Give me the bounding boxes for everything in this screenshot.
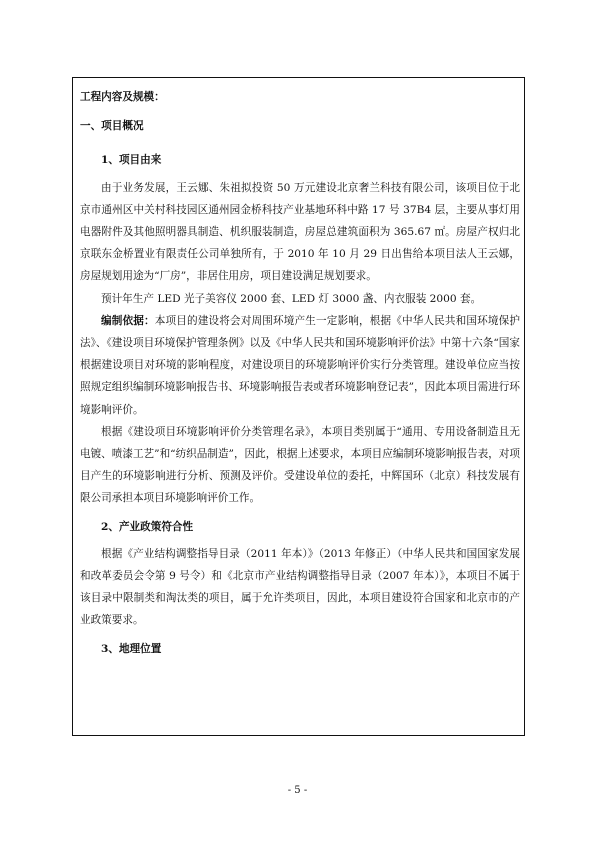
subheading-project-origin: 1、项目由来 — [101, 154, 162, 167]
paragraph-project-origin: 由于业务发展，王云娜、朱祖拟投资 50 万元建设北京奢兰科技有限公司，该项目位于北京市通州区中关村科技园区通州园金桥科技产业基地环科中路 17 号 37B4 层，主要从事灯用电器附件及其他照明器具制造、机织服装制造，房屋总建筑面积为 365.67 ㎡。房屋产权归北京联东金桥置业有限责任公司单独所有，于 2010 年 10 月 29 日出售给本项目法人王云娜，房屋规划用途为“厂房”，非居住用房，项目建设满足规划要求。 — [80, 181, 520, 283]
paragraph-industrial-policy: 根据《产业结构调整指导目录（2011 年本）》（2013 年修正）（中华人民共和国国家发展和改革委员会令第 9 号令）和《北京市产业结构调整指导目录（2007 年本）》，本项目不属于该目录中限制类和淘汰类的项目，属于允许类项目，因此，本项目建设符合国家和北京市的产业政策要求。 — [80, 547, 520, 627]
compilation-basis-text: 本项目的建设将会对周围环境产生一定影响，根据《中华人民共和国环境保护法》、《建设项目环境保护管理条例》以及《中华人民共和国环境影响评价法》中第十六条“国家根据建设项目对环境的影响程度，对建设项目的环境影响评价实行分类管理。建设单位应当按照规定组织编制环境影响报告书、环境影响报告表或者环境影响登记表”，因此本项目需进行环境影响评价。 — [80, 314, 521, 416]
page-number: - 5 - — [287, 785, 308, 796]
subheading-geographic-location: 3、地理位置 — [101, 642, 162, 655]
compilation-basis-label: 编制依据： — [101, 314, 155, 327]
heading-project-overview: 一、项目概况 — [80, 120, 144, 133]
paragraph-annual-output: 预计年生产 LED 光子美容仪 2000 套、LED 灯 3000 盏、内衣服装 2000 套。 — [101, 292, 482, 305]
document-body — [80, 80, 520, 665]
subheading-industrial-policy: 2、产业政策符合性 — [101, 520, 194, 533]
paragraph-compilation-basis — [80, 310, 520, 421]
section-title: 工程内容及规模： — [80, 91, 165, 103]
paragraph-classification: 根据《建设项目环境影响评价分类管理名录》，本项目类别属于“通用、专用设备制造且无电镀、喷漆工艺”和“纺织品制造”，因此，根据上述要求，本项目应编制环境影响报告表，对项目产生的环境影响进行分析、预测及评价。受建设单位的委托，中辉国环（北京）科技发展有限公司承担本项目环境影响评价工作。 — [80, 425, 520, 505]
